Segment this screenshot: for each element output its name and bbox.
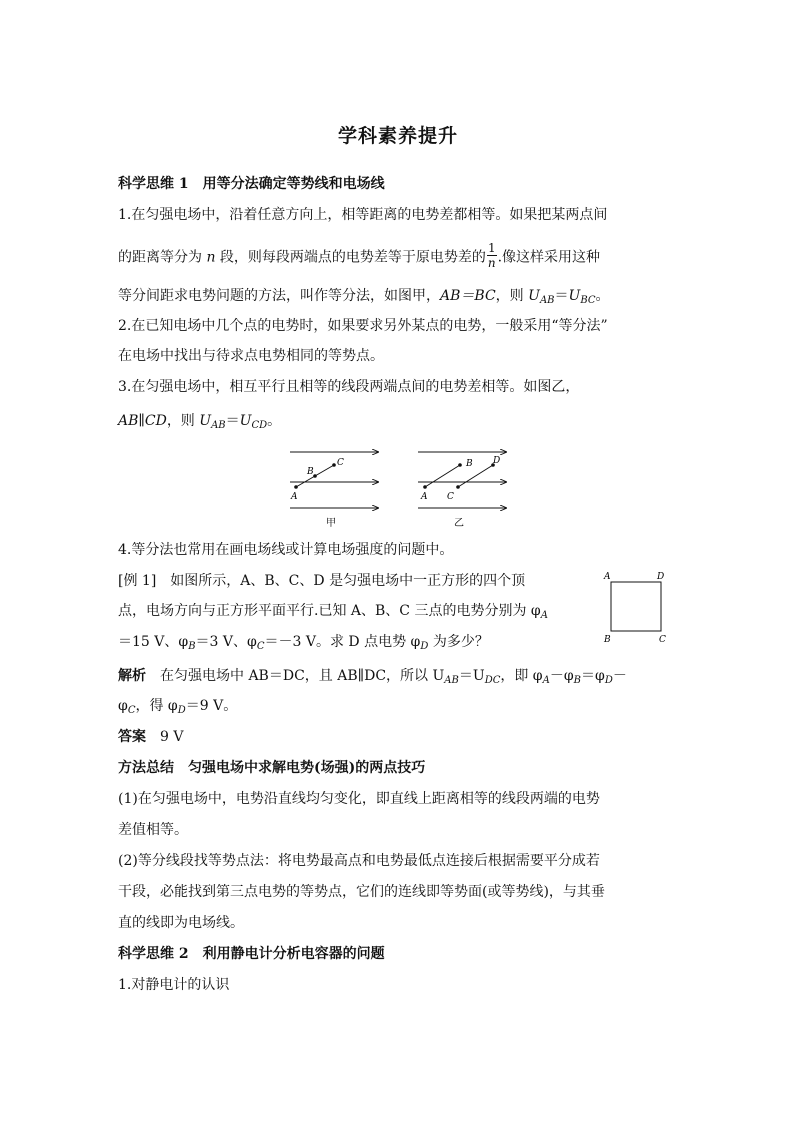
label-d: D: [493, 456, 501, 466]
example1-line3: ＝15 V、$\varphi_B=3$ V、$\varphi_C=-3$ V。求 D 点电势 $\varphi_D$ 为多少？: [118, 634, 489, 652]
solution-label: 解析: [118, 668, 146, 684]
figure-jia: [290, 452, 378, 529]
solution-line2: $\varphi_C$，得 $\varphi_D=9$ V。: [118, 698, 238, 716]
square-abcd: [611, 582, 661, 631]
answer-value: 9 V: [146, 729, 184, 745]
label-d: D: [657, 572, 665, 582]
section2-heading: 科学思维 2 利用静电计分析电容器的问题: [118, 946, 385, 962]
s1-p2-line1: 2.在已知电场中几个点的电势时，如果要求另外某点的电势，一般采用“等分法”: [118, 318, 608, 334]
solution-line1: 解析 在匀强电场中 AB＝DC，且 AB∥DC，所以 $U_{AB}=U_{DC}$，即 $\varphi_A-\varphi_B=\varphi_D-$: [118, 668, 627, 686]
method-2-line2: 干段，必能找到第三点电势的等势点，它们的连线即等势面(或等势线)，与其垂: [118, 884, 605, 900]
square-figure: [602, 568, 682, 648]
answer-line: [118, 727, 183, 747]
method-1-line2: 差值相等。: [118, 822, 188, 838]
section1-heading: 科学思维 1 用等分法确定等势线和电场线: [118, 176, 385, 192]
example1-line1: [例 1] 如图所示，A、B、C、D 是匀强电场中一正方形的四个顶: [118, 573, 526, 589]
segment-cd: [458, 465, 493, 487]
segment-ab: [425, 465, 460, 487]
page-title: 学科素养提升: [337, 125, 458, 147]
s1-p3-line2: AB∥CD，则 $U_{AB}=U_{CD}$。: [118, 413, 282, 431]
method-2-line3: 直的线即为电场线。: [118, 915, 244, 931]
label-c: C: [337, 458, 344, 468]
method-1-line1: (1)在匀强电场中，电势沿直线均匀变化，即直线上距离相等的线段两端的电势: [118, 791, 600, 807]
point-c: [332, 463, 336, 467]
s1-p4: 4.等分法也常用在画电场线或计算电场强度的问题中。: [118, 542, 454, 558]
s1-p1-line2: 的距离等分为 n 段，则每段两端点的电势差等于原电势差的 $\frac{1}{n}$ .像这样采用这种: [118, 241, 601, 270]
s1-p1-line3: 等分间距求电势问题的方法，叫作等分法，如图甲，AB＝BC，则 $U_{AB}=U_{BC}$。: [118, 288, 610, 306]
method-2-line1: (2)等分线段找等势点法：将电势最高点和电势最低点连接后根据需要平分成若: [118, 853, 600, 869]
fraction-1-over-n: $\frac{1}{n}$: [487, 241, 496, 270]
s1-p2-line2: 在电场中找出与待求点电势相同的等势点。: [118, 348, 384, 364]
point-a: [294, 485, 298, 489]
label-b: B: [466, 459, 473, 469]
point-b: [313, 474, 317, 478]
s1-p1-line1: 1.在匀强电场中，沿着任意方向上，相等距离的电势差都相等。如果把某两点间: [118, 207, 608, 223]
label-b: B: [604, 635, 611, 645]
method-heading: 方法总结 匀强电场中求解电势(场强)的两点技巧: [118, 760, 426, 776]
point-b: [458, 463, 462, 467]
label-a: A: [421, 492, 428, 502]
figure-label-jia: 甲: [326, 518, 336, 529]
s1-p3-line1: 3.在匀强电场中，相互平行且相等的线段两端点间的电势差相等。如图乙，: [118, 379, 580, 395]
label-c: C: [447, 492, 454, 502]
s2-p1: 1.对静电计的认识: [118, 977, 230, 993]
label-a: A: [604, 572, 611, 582]
label-b: B: [307, 467, 314, 477]
figure-yi: [418, 452, 506, 529]
figure-label-yi: 乙: [454, 518, 464, 529]
answer-label: 答案: [118, 729, 146, 745]
label-c: C: [659, 635, 666, 645]
example1-line2: 点，电场方向与正方形平面平行.已知 A、B、C 三点的电势分别为 $\varphi_A$: [118, 603, 548, 621]
figures-jia-yi: [286, 444, 548, 534]
point-c: [456, 485, 460, 489]
point-a: [423, 485, 427, 489]
label-a: A: [291, 492, 298, 502]
